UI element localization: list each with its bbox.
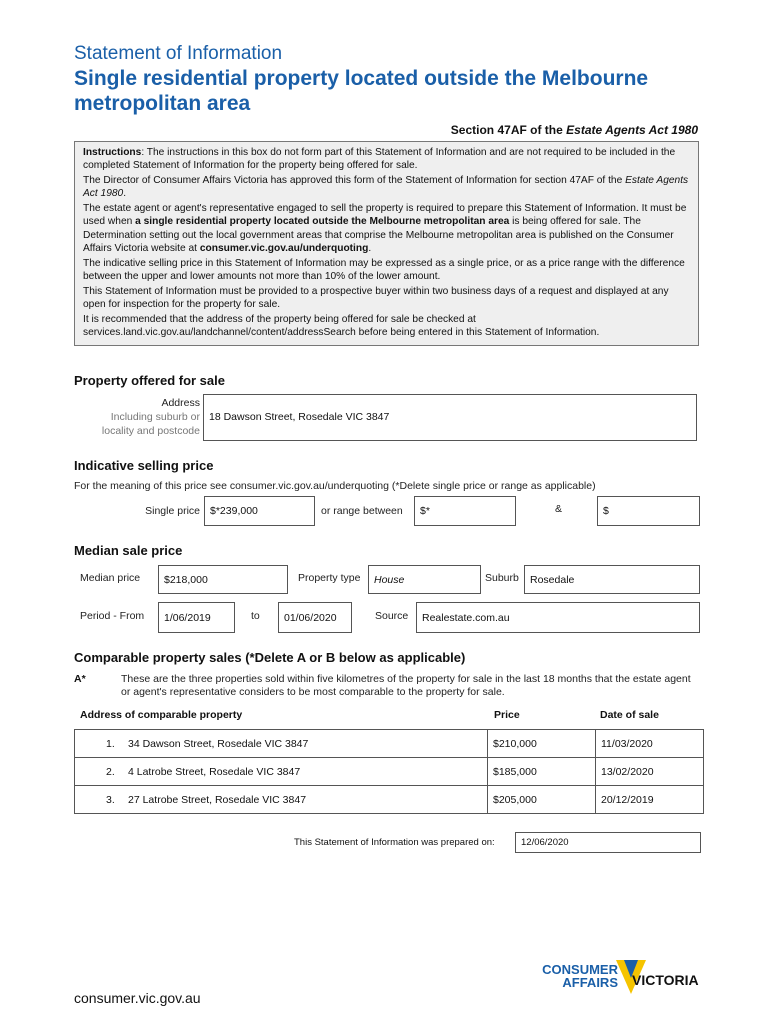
address-field[interactable]: 18 Dawson Street, Rosedale VIC 3847 (203, 394, 697, 441)
address-label-line3: locality and postcode (101, 425, 200, 437)
comparable-address[interactable]: 34 Dawson Street, Rosedale VIC 3847 (128, 737, 309, 750)
consumer-affairs-victoria-logo (528, 960, 703, 1000)
address-label-line2: Including suburb or (110, 411, 200, 423)
instructions-text-1: : The instructions in this box do not form part of this Statement of Information and are not required to be included in the completed Statement of Information for the property being offered for sale. (83, 147, 676, 172)
address-label-line1: Address (161, 397, 200, 409)
source-field[interactable]: Realestate.com.au (416, 602, 700, 633)
instructions-p6: It is recommended that the address of the property being offered for sale be checked at services.land.vic.gov.au/landchannel/content/addressSearch before being entered in this Statement of Information. (83, 314, 600, 339)
indicative-heading: Indicative selling price (74, 458, 214, 473)
section-act: Estate Agents Act 1980 (566, 123, 698, 137)
table-row (74, 785, 704, 814)
comparable-date[interactable]: 20/12/2019 (601, 793, 654, 806)
range-high-field[interactable]: $ (597, 496, 700, 526)
address-label (102, 396, 200, 438)
logo-text-consumer: CONSUMER (542, 962, 618, 977)
period-to-field[interactable]: 01/06/2020 (278, 602, 352, 633)
comparable-price[interactable]: $205,000 (493, 793, 537, 806)
row-number: 1. (106, 737, 115, 750)
instructions-p2 (83, 174, 690, 201)
instructions-text-3b: is being offered for sale. The Determination setting out the local government areas that comprise the Melbourne metropolitan area is published on the Consumer Affairs Victoria website at (83, 216, 674, 255)
comparable-heading: Comparable property sales (*Delete A or B below as applicable) (74, 650, 466, 665)
suburb-field[interactable]: Rosedale (524, 565, 700, 594)
comparable-description: These are the three properties sold within five kilometres of the property for sale in the last 18 months that the estate agent or agent's representative considers to be most comparable to the property for sale. (121, 673, 691, 698)
table-row (74, 729, 704, 758)
instructions-text-3c: . (368, 243, 372, 255)
property-type-label: Property type (298, 572, 361, 584)
source-label: Source (375, 610, 409, 622)
median-price-label: Median price (80, 572, 141, 584)
logo-text-victoria: VICTORIA (632, 972, 699, 988)
single-price-label: Single price (145, 505, 200, 517)
instructions-p1 (83, 146, 690, 173)
range-ampersand: & (555, 503, 563, 515)
instructions-bold-3: a single residential property located outside the Melbourne metropolitan area (135, 216, 510, 228)
form-subtitle: Statement of Information (74, 43, 283, 64)
logo-text-affairs: AFFAIRS (562, 975, 618, 990)
period-to-label: to (251, 610, 260, 622)
instructions-p3 (83, 202, 690, 255)
single-price-field[interactable]: $*239,000 (204, 496, 315, 526)
comparable-price[interactable]: $185,000 (493, 765, 537, 778)
range-label: or range between (321, 505, 403, 517)
instructions-p5: This Statement of Information must be provided to a prospective buyer within two business days of a request and displayed at any open for inspection for the property for sale. (83, 285, 669, 311)
comparable-date[interactable]: 13/02/2020 (601, 765, 654, 778)
property-type-field[interactable]: House (368, 565, 481, 594)
instructions-text-2a: The Director of Consumer Affairs Victoria has approved this form of the Statement of Information for section 47AF of the (83, 175, 626, 187)
median-heading: Median sale price (74, 543, 183, 558)
underquoting-link[interactable]: consumer.vic.gov.au/underquoting (199, 243, 369, 255)
col-header-date: Date of sale (600, 709, 659, 721)
col-header-price: Price (494, 709, 520, 721)
instructions-text-3a: The estate agent or agent's representative engaged to sell the property is required to prepare this Statement of Information. It must be used when (83, 203, 687, 228)
form-title: Single residential property located outside the Melbourne metropolitan area (74, 67, 649, 115)
property-heading: Property offered for sale (74, 373, 225, 388)
median-price-field[interactable]: $218,000 (158, 565, 288, 594)
instructions-text-2b: . (123, 188, 127, 200)
comparable-price[interactable]: $210,000 (493, 737, 537, 750)
indicative-note: For the meaning of this price see consumer.vic.gov.au/underquoting (*Delete single price or range as applicable) (74, 480, 596, 492)
option-a-marker: A* (74, 673, 86, 685)
instructions-box (74, 141, 699, 346)
comparable-address[interactable]: 27 Latrobe Street, Rosedale VIC 3847 (128, 793, 307, 806)
comparable-address[interactable]: 4 Latrobe Street, Rosedale VIC 3847 (128, 765, 301, 778)
instructions-p4: The indicative selling price in this Statement of Information may be expressed as a single price, or as a price range with the difference between the upper and lower amounts not more than 10% of the lower amount. (83, 257, 685, 283)
section-prefix: Section 47AF of the (450, 123, 567, 137)
comparable-date[interactable]: 11/03/2020 (601, 737, 653, 750)
prepared-on-label: This Statement of Information was prepared on: (294, 837, 495, 848)
row-number: 2. (106, 765, 115, 778)
section-reference (451, 123, 698, 137)
footer-website[interactable]: consumer.vic.gov.au (74, 990, 201, 1006)
period-from-label: Period - From (80, 610, 145, 622)
table-row (74, 757, 704, 786)
prepared-on-field[interactable]: 12/06/2020 (515, 832, 701, 853)
instructions-label: Instructions (83, 147, 142, 158)
row-number: 3. (106, 793, 115, 806)
suburb-label: Suburb (485, 572, 519, 584)
range-low-field[interactable]: $* (414, 496, 516, 526)
instructions-act: Estate Agents Act 1980 (83, 175, 689, 200)
col-header-address: Address of comparable property (80, 709, 243, 721)
period-from-field[interactable]: 1/06/2019 (158, 602, 235, 633)
